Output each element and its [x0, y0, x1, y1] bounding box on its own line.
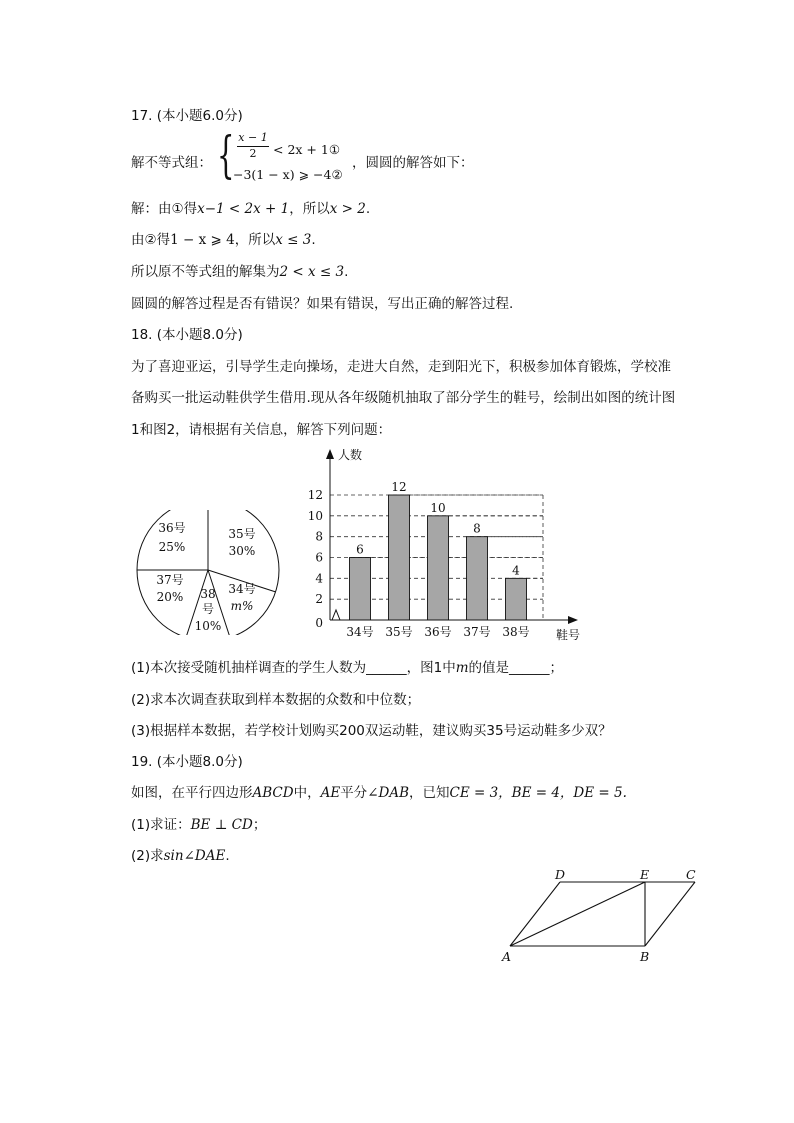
- q18-para1: 为了喜迎亚运，引导学生走向操场，走进大自然，走到阳光下，积极参加体育锻炼，学校准: [131, 359, 671, 375]
- step1-text-c: ，所以: [289, 201, 330, 217]
- pie-pct-34: m%: [230, 599, 254, 613]
- ineq1-numerator: x − 1: [237, 131, 269, 147]
- x-tick-35号: 35号: [385, 625, 413, 639]
- y-tick-2: 2: [315, 592, 323, 607]
- pie-chart: [130, 510, 290, 635]
- parallelogram-figure: [500, 866, 720, 971]
- q17-step3: [131, 260, 348, 280]
- label-E: E: [640, 867, 650, 882]
- x-axis-arrow: [568, 616, 578, 624]
- q19-intro-c: 中，: [293, 785, 321, 801]
- pie-label-34: 34号: [228, 582, 256, 596]
- q17-prompt-tail: ，圆圆的解答如下：: [352, 155, 474, 171]
- q19-sub2-a: (2)求: [131, 848, 164, 864]
- q19-sub1: [131, 813, 266, 833]
- y-tick-6: 6: [315, 550, 323, 565]
- segment-BC: [645, 882, 695, 946]
- q19-sub1-a: (1)求证：: [131, 817, 191, 833]
- step2-text-a: 由②得: [131, 232, 171, 248]
- bar-chart: [300, 445, 600, 645]
- q18-sub2: (2)求本次调查获取到样本数据的众数和中位数；: [131, 692, 421, 708]
- q19-intro-b: ABCD: [252, 785, 294, 801]
- segment-AE: [510, 882, 645, 946]
- step2-text-e: .: [311, 232, 316, 248]
- x-tick-34号: 34号: [346, 625, 374, 639]
- pie-label-35: 35号: [228, 527, 256, 541]
- pie-pct-35: 30%: [228, 544, 256, 558]
- label-A: A: [502, 949, 512, 964]
- q18-sub1: [131, 656, 563, 676]
- q19-intro-h: CE = 3，BE = 4，DE = 5.: [449, 785, 627, 801]
- step3-text-a: 所以原不等式组的解集为: [131, 264, 280, 280]
- bar-value-35号: 12: [391, 480, 407, 494]
- q18-para3: 1和图2，请根据有关信息，解答下列问题：: [131, 422, 392, 438]
- q19-intro-d: AE: [320, 785, 341, 801]
- step1-math-d: x > 2: [329, 201, 366, 217]
- step1-text-a: 解：由①得: [131, 201, 198, 217]
- y-tick-0: 0: [315, 616, 323, 630]
- segment-AD: [510, 882, 560, 946]
- step2-math-b: 1 − x ⩾ 4: [170, 232, 235, 248]
- q19-intro: [131, 781, 627, 801]
- step2-math-d: x ≤ 3: [275, 232, 312, 248]
- ineq1-denominator: 2: [249, 146, 257, 160]
- q18-sub3: (3)根据样本数据，若学校计划购买200双运动鞋，建议购买35号运动鞋多少双？: [131, 723, 612, 739]
- y-axis-arrow: [326, 449, 334, 459]
- axis-break-symbol: [332, 610, 340, 620]
- q19-sub1-b: BE ⊥ CD: [190, 817, 253, 833]
- q18-para2: 备购买一批运动鞋供学生借用.现从各年级随机抽取了部分学生的鞋号，绘制出如图的统计图: [131, 390, 676, 406]
- bar-value-36号: 10: [430, 500, 446, 515]
- ineq1-fraction: [237, 131, 269, 161]
- pie-label-36: 36号: [158, 521, 186, 535]
- q19-intro-f: ∠DAB: [367, 785, 409, 801]
- bar-value-34号: 6: [356, 542, 364, 557]
- label-B: B: [640, 949, 650, 964]
- y-tick-12: 12: [307, 488, 323, 502]
- bar-37号: [467, 537, 488, 620]
- pie-pct-36: 25%: [158, 540, 186, 554]
- q18-header: 18. (本小题8.0分): [131, 327, 243, 343]
- q19-sub1-c: ；: [252, 817, 267, 833]
- label-D: D: [555, 867, 566, 882]
- ineq2: −3(1 − x) ⩾ −4②: [233, 167, 343, 182]
- pie-label-38-hao: 号: [201, 602, 215, 616]
- q19-header: 19. (本小题8.0分): [131, 754, 243, 770]
- system-brace: {: [217, 126, 235, 184]
- x-tick-37号: 37号: [463, 625, 491, 639]
- x-tick-38号: 38号: [502, 625, 530, 639]
- q18-sub1-m: m: [455, 660, 469, 676]
- ineq1-rest: < 2x + 1①: [273, 142, 341, 157]
- y-axis-label: 人数: [338, 448, 363, 462]
- y-tick-8: 8: [315, 529, 323, 544]
- pie-label-37: 37号: [156, 573, 184, 587]
- q19-intro-g: ，已知: [409, 785, 450, 801]
- step3-math-b: 2 < x ≤ 3: [279, 264, 345, 280]
- q17-header: 17. (本小题6.0分): [131, 108, 243, 124]
- x-tick-36号: 36号: [424, 625, 452, 639]
- q17-prompt: 解不等式组：: [131, 155, 212, 171]
- bar-value-37号: 8: [473, 521, 481, 536]
- q19-sub2-c: .: [225, 848, 230, 864]
- step1-math-b: x−1 < 2x + 1: [197, 201, 290, 217]
- y-tick-10: 10: [307, 508, 323, 523]
- x-axis-label: 鞋号: [556, 628, 581, 642]
- q19-intro-e: 平分: [340, 785, 368, 801]
- q19-sub2-b: sin∠DAE: [163, 848, 226, 864]
- pie-pct-37: 20%: [156, 590, 184, 604]
- y-tick-4: 4: [315, 571, 323, 586]
- step2-text-c: ，所以: [234, 232, 276, 248]
- label-C: C: [686, 867, 696, 882]
- q17-step1: [131, 197, 370, 217]
- step3-text-c: .: [344, 264, 349, 280]
- step1-text-e: .: [365, 201, 371, 217]
- bar-34号: [350, 558, 371, 621]
- q18-sub1-c: 的值是______；: [468, 660, 564, 676]
- pie-pct-38: 10%: [194, 619, 222, 633]
- q17-question: 圆圆的解答过程是否有错误？如果有错误，写出正确的解答过程.: [131, 296, 514, 312]
- bar-35号: [389, 495, 410, 620]
- q19-intro-a: 如图，在平行四边形: [131, 785, 253, 801]
- q19-sub2: [131, 844, 230, 864]
- q18-sub1-a: (1)本次接受随机抽样调查的学生人数为______，图1中: [131, 660, 456, 676]
- bar-value-38号: 4: [512, 563, 520, 578]
- q17-step2: [131, 228, 316, 248]
- bar-38号: [506, 578, 527, 620]
- bar-36号: [428, 516, 449, 620]
- pie-label-38: 38: [200, 587, 216, 601]
